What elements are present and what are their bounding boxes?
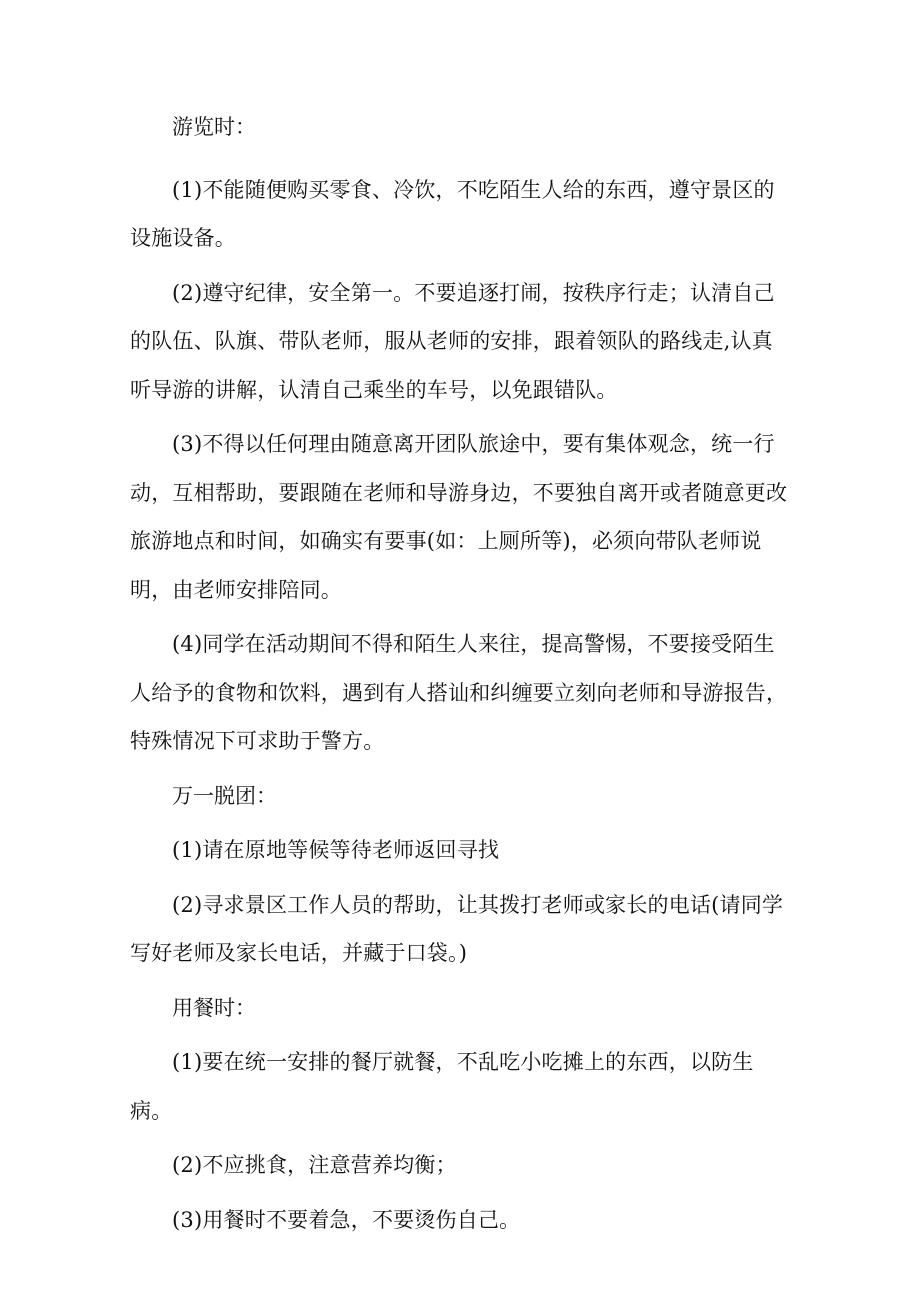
section-heading-separated: 万一脱团： xyxy=(172,783,277,808)
paragraph-sightseeing-2: (2)遵守纪律，安全第一。不要追逐打闹，按秩序行走；认清自己的队伍、队旗、带队老师，服从老师的安排，跟着领队的路线走,认真听导游的讲解，认清自己乘坐的车号，以免跟错队。 xyxy=(130,280,775,402)
section-heading-dining: 用餐时： xyxy=(172,995,256,1020)
paragraph-sightseeing-1: (1)不能随便购买零食、冷饮，不吃陌生人给的东西，遵守景区的设施设备。 xyxy=(130,177,775,250)
paragraph-separated-2: (2)寻求景区工作人员的帮助，让其拨打老师或家长的电话(请同学写好老师及家长电话，并藏于口袋。) xyxy=(130,892,784,965)
paragraph-dining-3: (3)用餐时不要着急，不要烫伤自己。 xyxy=(172,1207,521,1232)
paragraph-sightseeing-4: (4)同学在活动期间不得和陌生人来往，提高警惕，不要接受陌生人给予的食物和饮料，遇到有人搭讪和纠缠要立刻向老师和导游报告，特殊情况下可求助于警方。 xyxy=(130,632,788,753)
paragraph-separated-1: (1)请在原地等候等待老师返回寻找 xyxy=(172,838,500,862)
section-heading-sightseeing: 游览时： xyxy=(172,115,256,139)
document-body xyxy=(130,103,790,1244)
paragraph-dining-1: (1)要在统一安排的餐厅就餐，不乱吃小吃摊上的东西，以防生病。 xyxy=(130,1050,754,1123)
paragraph-sightseeing-3: (3)不得以任何理由随意离开团队旅途中，要有集体观念，统一行动，互相帮助，要跟随在老师和导游身边，不要独自离开或者随意更改旅游地点和时间，如确实有要事(如：上厕所等)，必须向带队老师说明，由老师安排陪同。 xyxy=(130,432,788,602)
paragraph-dining-2: (2)不应挑食，注意营养均衡； xyxy=(172,1153,457,1177)
